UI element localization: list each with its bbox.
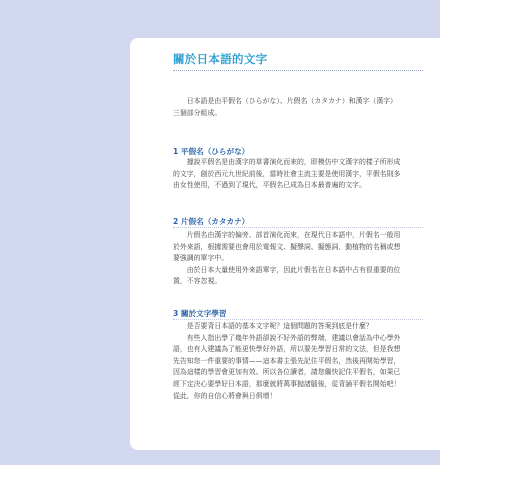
document-page	[130, 38, 440, 450]
section-heading-writing: 3 關於文字學習	[173, 309, 227, 318]
section-divider	[173, 227, 423, 228]
page-title: 關於日本語的文字	[173, 52, 268, 66]
section-body-writing: 是否要背日本語的基本文字呢？這個問題的答案到底是什麼？ 有些人指出學了幾年外語卻說不好外語的弊端，建議以會話為中心學外 語，也有人建議為了能更快學好外語，所以要先學習日常的文法，但是我想 先告知您一件重要的事情——這本書主張先記住平假名，然後再開始學習， 因為這樣的學習會更加有效。所以各位讀者，請您繼快記住平假名，如果已 經下定決心要學好日本語，那麼就將萬事抛諸腦後，從背誦平假名開始吧！ 從此，你的自信心將會與日俱增！	[173, 322, 401, 400]
intro-paragraph: 日本語是由平假名（ひらがな）、片假名（カタカナ）和漢字（漢字） 三個部分組成。	[173, 97, 397, 117]
section-divider	[173, 319, 423, 320]
section-body-katakana: 片假名由漢字的偏旁、部首演化而來，在現代日本語中，片假名一般用 於外來語，根據需要也會用於電報文、擬聲詞、擬態詞、動植物的名稱或想 要強調的單字中。 由於日本大量使用外來語單字，因此片假名在日本語中占有很重要的位 置，不容忽視。	[173, 231, 401, 286]
section-body-hiragana: 據說平假名是由漢字的草書演化而來的，即模仿中文漢字的樣子所形成 的文字，創於西元九世紀前後，當時社會主流主要是使用漢字，平假名則多 由女性使用，不過到了現代，平假名已成為日本最普遍的文字。	[173, 158, 401, 190]
section-heading-katakana: 2 片假名（カタカナ）	[173, 217, 250, 226]
title-divider	[173, 70, 423, 71]
section-heading-hiragana: 1 平假名（ひらがな）	[173, 147, 250, 156]
